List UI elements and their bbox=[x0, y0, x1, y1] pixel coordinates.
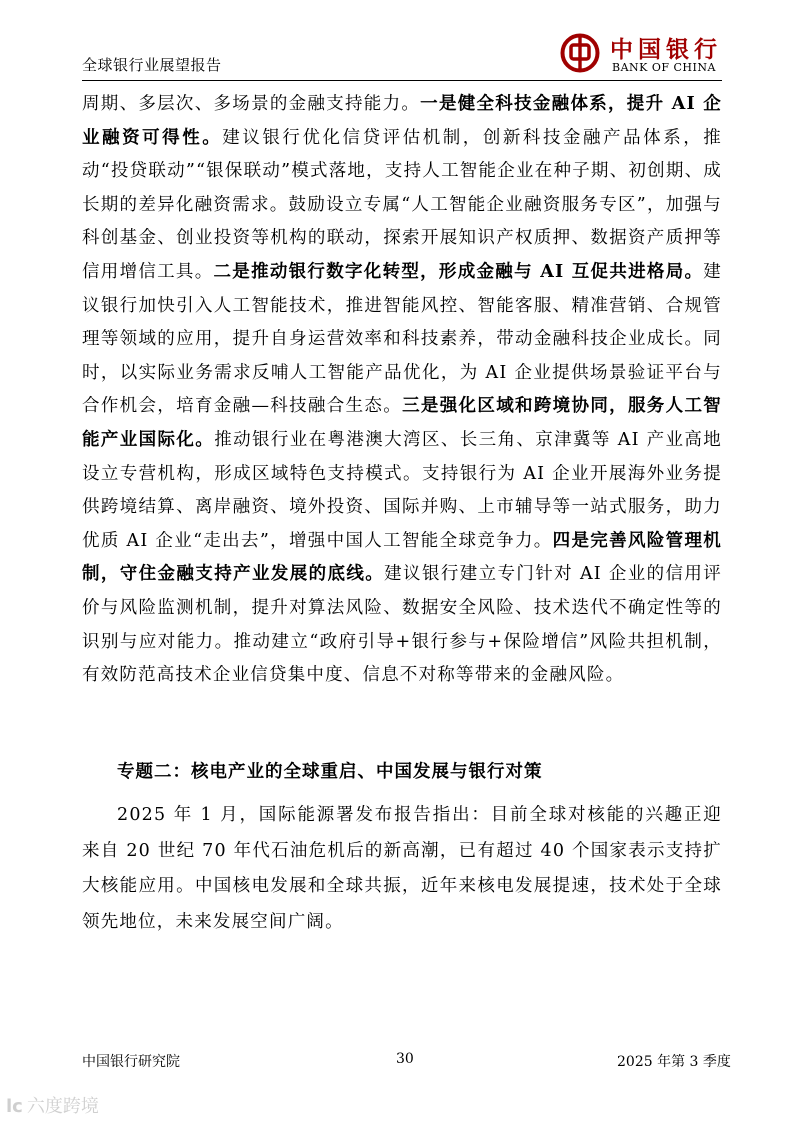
bold-point-3: 三是强化区域和跨境协同，服务人工智能产业国际化。 bbox=[82, 396, 722, 450]
text-segment: 周期、多层次、多场景的金融支持能力。 bbox=[82, 94, 421, 114]
watermark bbox=[6, 1092, 99, 1118]
footer-org: 中国银行研究院 bbox=[82, 1054, 180, 1070]
page-footer bbox=[0, 1043, 793, 1073]
bold-point-1: 一是健全科技金融体系，提升 AI 企业融资可得性。 bbox=[82, 94, 722, 148]
page-header bbox=[0, 0, 793, 85]
section-heading: 专题二：核电产业的全球重启、中国发展与银行对策 bbox=[117, 762, 543, 782]
header-title: 全球银行业展望报告 bbox=[82, 56, 222, 74]
text-segment: 建议银行建立专门针对 AI 企业的信用评价与风险监测机制，提升对算法风险、数据安全风险、技术迭代不确定性等的识别与应对能力。推动建立“政府引导+银行参与+保险增信”风险共担机制，有效防范高技术企业信贷集中度、信息不对称等带来的金融风险。 bbox=[82, 564, 722, 686]
logo-name-en: BANK OF CHINA bbox=[612, 61, 716, 74]
section-paragraph: 2025 年 1 月，国际能源署发布报告指出：目前全球对核能的兴趣正迎来自 20 世纪 70 年代石油危机后的新高潮，已有超过 40 个国家表示支持扩大核能应用。中国核电发展和全球共振，近年来核电发展提速，技术处于全球领先地位，未来发展空间广阔。 bbox=[82, 805, 722, 932]
bold-point-4: 四是完善风险管理机制，守住金融支持产业发展的底线。 bbox=[82, 530, 722, 585]
text-segment: 建议银行加快引入人工智能技术，推进智能风控、智能客服、精准营销、合规管理等领域的应用，提升自身运营效率和科技素养，带动金融科技企业成长。同时，以实际业务需求反哺人工智能产品优化，为 AI 企业提供场景验证平台与合作机会，培育金融—科技融合生态。 bbox=[82, 261, 722, 417]
header-divider bbox=[82, 80, 722, 81]
watermark-icon: lc bbox=[6, 1096, 23, 1117]
watermark-text: 六度跨境 bbox=[26, 1096, 99, 1117]
body-paragraph bbox=[82, 88, 722, 693]
bank-logo-icon bbox=[560, 33, 600, 73]
page-number: 30 bbox=[396, 1051, 414, 1067]
text-segment: 建议银行优化信贷评估机制，创新科技金融产品体系，推动“投贷联动”“银保联动”模式落地，支持人工智能企业在种子期、初创期、成长期的差异化融资需求。鼓励设立专属“人工智能企业融资服务专区”，加强与科创基金、创业投资等机构的联动，探索开展知识产权质押、数据资产质押等信用增信工具。 bbox=[82, 127, 722, 282]
footer-period: 2025 年第 3 季度 bbox=[617, 1054, 731, 1070]
logo-name-cn: 中国银行 bbox=[610, 36, 722, 63]
text-segment: 推动银行业在粤港澳大湾区、长三角、京津冀等 AI 产业高地设立专营机构，形成区域特色支持模式。支持银行为 AI 企业开展海外业务提供跨境结算、离岸融资、境外投资、国际并购、上市辅导等一站式服务，助力优质 AI 企业“走出去”，增强中国人工智能全球竞争力。 bbox=[82, 429, 722, 551]
bold-point-2: 二是推动银行数字化转型，形成金融与 AI 互促共进格局。 bbox=[213, 261, 704, 282]
bank-of-china-logo bbox=[560, 33, 722, 77]
